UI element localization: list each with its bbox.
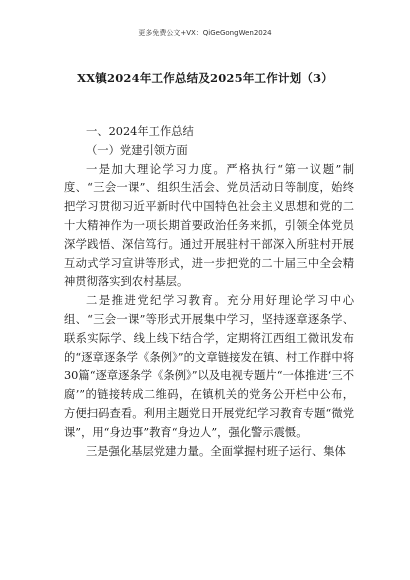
subsection-heading: （一）党建引领方面 (86, 143, 188, 157)
paragraph-1: 一是加大理论学习力度。严格执行“第一议题”制度、“三会一课”、组织生活会、党员活动日等制度，始终把学习贯彻习近平新时代中国特色社会主义思想和党的二十大精神作为一项长期首要政治任务来抓，引领全体党员深学践悟、深信笃行。通过开展驻村干部深入所驻村开展互动式学习宣讲等形式，进一步把党的二十届三中全会精神贯彻落实到农村基层。 (64, 162, 354, 289)
section-heading: 一、2024年工作总结 (86, 125, 194, 138)
document-title: XX镇2024年工作总结及2025年工作计划（3） (77, 71, 333, 85)
paragraph-3: 三是强化基层党建力量。全面掌握村班子运行、集体 (86, 444, 346, 458)
paragraph-2: 二是推进党纪学习教育。充分用好理论学习中心组、“三会一课”等形式开展集中学习，坚持逐章逐条学、联系实际学、线上线下结合学，定期将江西组工微讯发布的“逐章逐条学《条例》”的文章链接发在镇、村工作群中将30篇“逐章逐条学《条例》”以及电视专题片“一体推进‘三不腐’”的链接转成二维码，在镇机关的党务公开栏中公布，方便扫码查看。利用主题党日开展党纪学习教育专题“微党课”，用“身边事”教育“身边人”，强化警示震慑。 (64, 294, 354, 439)
document-body (64, 123, 354, 461)
header-note: 更多免费公文+VX：QiGeGongWen2024 (138, 29, 272, 37)
